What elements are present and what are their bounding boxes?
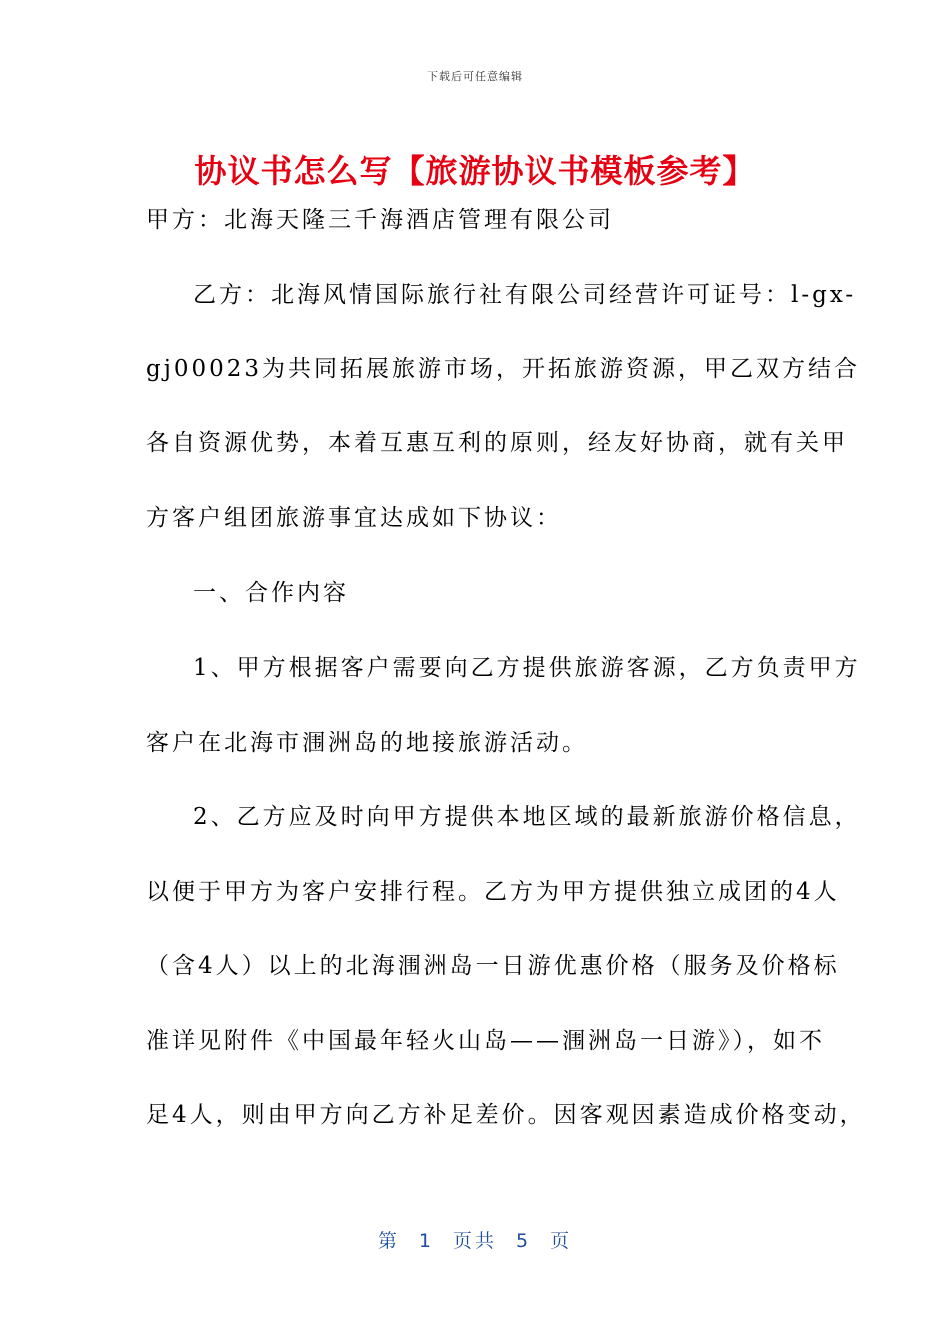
body-line: （含4人）以上的北海涠洲岛一日游优惠价格（服务及价格标 bbox=[146, 953, 840, 979]
party-a-line: 甲方：北海天隆三千海酒店管理有限公司 bbox=[146, 207, 614, 233]
body-line: gj00023为共同拓展旅游市场，开拓旅游资源，甲乙双方结合 bbox=[146, 356, 861, 382]
body-line: 方客户组团旅游事宜达成如下协议： bbox=[146, 505, 562, 531]
body-line: 准详见附件《中国最年轻火山岛——涠洲岛一日游》），如不 bbox=[146, 1028, 825, 1054]
party-b-line: 乙方：北海风情国际旅行社有限公司经营许可证号：l-gx- bbox=[193, 282, 857, 308]
body-line: 客户在北海市涠洲岛的地接旅游活动。 bbox=[146, 730, 588, 756]
section-heading: 一、合作内容 bbox=[193, 580, 349, 606]
clause-2-line: 2、乙方应及时向甲方提供本地区域的最新旅游价格信息， bbox=[193, 804, 861, 830]
header-note: 下载后可任意编辑 bbox=[427, 70, 523, 83]
document-title: 协议书怎么写【旅游协议书模板参考】 bbox=[194, 152, 756, 190]
clause-1-line: 1、甲方根据客户需要向乙方提供旅游客源，乙方负责甲方 bbox=[193, 655, 861, 681]
body-line: 以便于甲方为客户安排行程。乙方为甲方提供独立成团的4人 bbox=[146, 879, 840, 905]
body-line: 各自资源优势，本着互惠互利的原则，经友好协商，就有关甲 bbox=[146, 430, 848, 456]
page-number-footer: 第 1 页共 5 页 bbox=[377, 1230, 573, 1252]
body-line: 足4人，则由甲方向乙方补足差价。因客观因素造成价格变动， bbox=[146, 1102, 866, 1128]
